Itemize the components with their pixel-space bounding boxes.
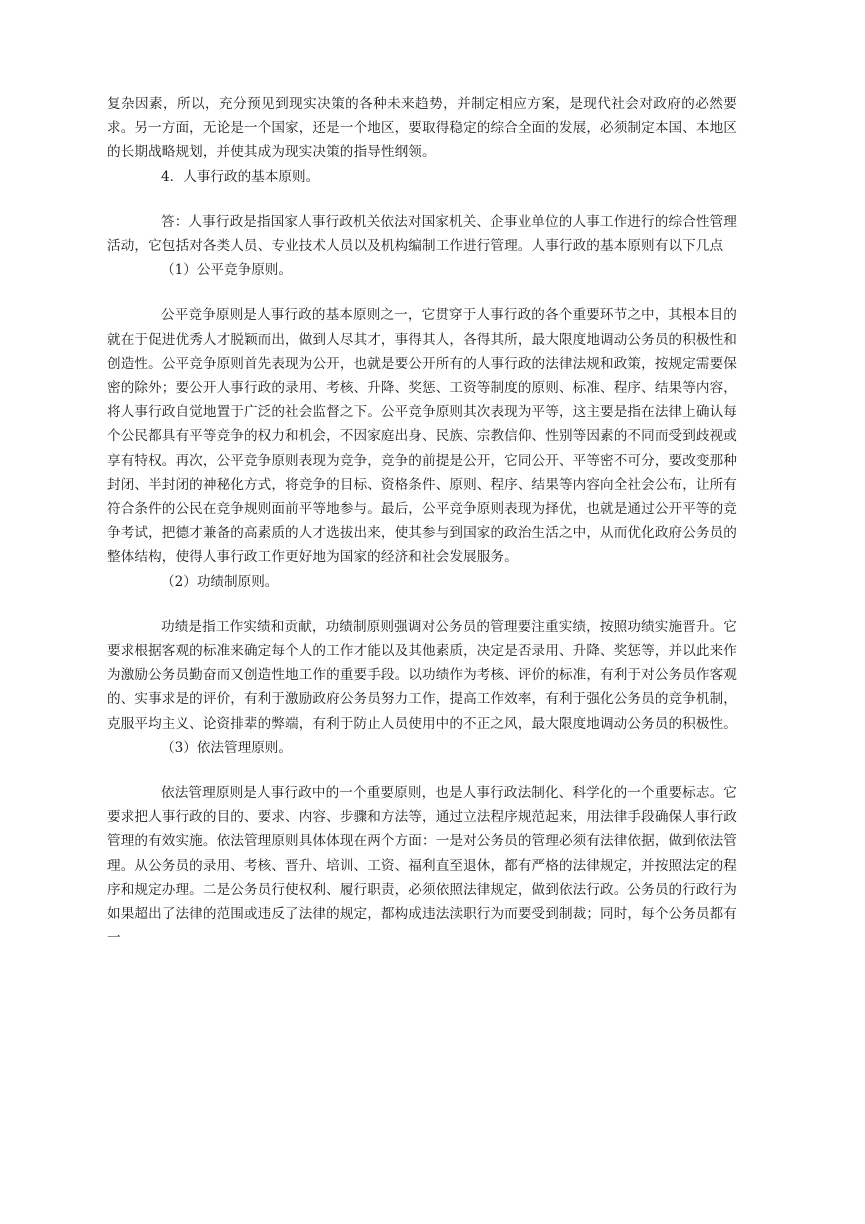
principle-3-title: （3）依法管理原则。 (161, 739, 292, 756)
principle-1-title: （1）公平竞争原则。 (161, 262, 292, 279)
principle-2-title: （2）功绩制原则。 (161, 573, 279, 590)
principle-1-body: 公平竞争原则是人事行政的基本原则之一，它贯穿于人事行政的各个重要环节之中，其根本目的就在于促进优秀人才脱颖而出，做到人尽其才，事得其人，各得其所，最大限度地调动公务员的积极性和创造性。公平竞争原则首先表现为公开，也就是要公开所有的人事行政的法律法规和政策，按规定需要保密的除外；要公开人事行政的录用、考核、升降、奖惩、工资等制度的原则、标准、程序、结果等内容，将人事行政自觉地置于广泛的社会监督之下。公平竞争原则其次表现为平等，这主要是指在法律上确认每个公民都具有平等竞争的权力和机会，不因家庭出身、民族、宗教信仰、性别等因素的不同而受到歧视或享有特权。再次，公平竞争原则表现为竞争，竞争的前提是公开，它同公开、平等密不可分，要改变那种封闭、半封闭的神秘化方式，将竞争的目标、资格条件、原则、程序、结果等内容向全社会公布，让所有符合条件的公民在竞争规则面前平等地参与。最后，公平竞争原则表现为择优，也就是通过公开平等的竞争考试，把德才兼备的高素质的人才选拔出来，使其参与到国家的政治生活之中，从而优化政府公务员的整体结构，使得人事行政工作更好地为国家的经济和社会发展服务。 (107, 307, 737, 566)
section-title: 4．人事行政的基本原则。 (161, 168, 320, 185)
principle-2-body: 功绩是指工作实绩和贡献，功绩制原则强调对公务员的管理要注重实绩，按照功绩实施晋升。它要求根据客观的标准来确定每个人的工作才能以及其他素质，决定是否录用、升降、奖惩等，并以此来作为激励公务员勤奋而又创造性地工作的重要手段。以功绩作为考核、评价的标准，有利于对公务员作客观的、实事求是的评价，有利于激励政府公务员努力工作，提高工作效率，有利于强化公务员的竞争机制，克服平均主义、论资排辈的弊端，有利于防止人员使用中的不正之风，最大限度地调动公务员的积极性。 (107, 618, 737, 732)
principle-3-body: 依法管理原则是人事行政中的一个重要原则，也是人事行政法制化、科学化的一个重要标志。它要求把人事行政的目的、要求、内容、步骤和方法等，通过立法程序规范起来，用法律手段确保人事行政管理的有效实施。依法管理原则具体体现在两个方面：一是对公务员的管理必须有法律依据，做到依法管理。从公务员的录用、考核、晋升、培训、工资、福利直至退休，都有严格的法律规定，并按照法定的程序和规定办理。二是公务员行使权利、履行职责，必须依照法律规定，做到依法行政。公务员的行政行为如果超出了法律的范围或违反了法律的规定，都构成违法渎职行为而要受到制裁；同时，每个公务员都有一 (107, 785, 737, 947)
intro-paragraph: 复杂因素，所以，充分预见到现实决策的各种未来趋势，并制定相应方案，是现代社会对政府的必然要求。另一方面，无论是一个国家，还是一个地区，要取得稳定的综合全面的发展，必须制定本国、本地区的长期战略规划，并使其成为现实决策的指导性纲领。 (107, 96, 737, 161)
answer-paragraph: 答：人事行政是指国家人事行政机关依法对国家机关、企事业单位的人事工作进行的综合性管理活动，它包括对各类人员、专业技术人员以及机构编制工作进行管理。人事行政的基本原则有以下几点 (107, 213, 737, 255)
document-page (107, 92, 737, 951)
